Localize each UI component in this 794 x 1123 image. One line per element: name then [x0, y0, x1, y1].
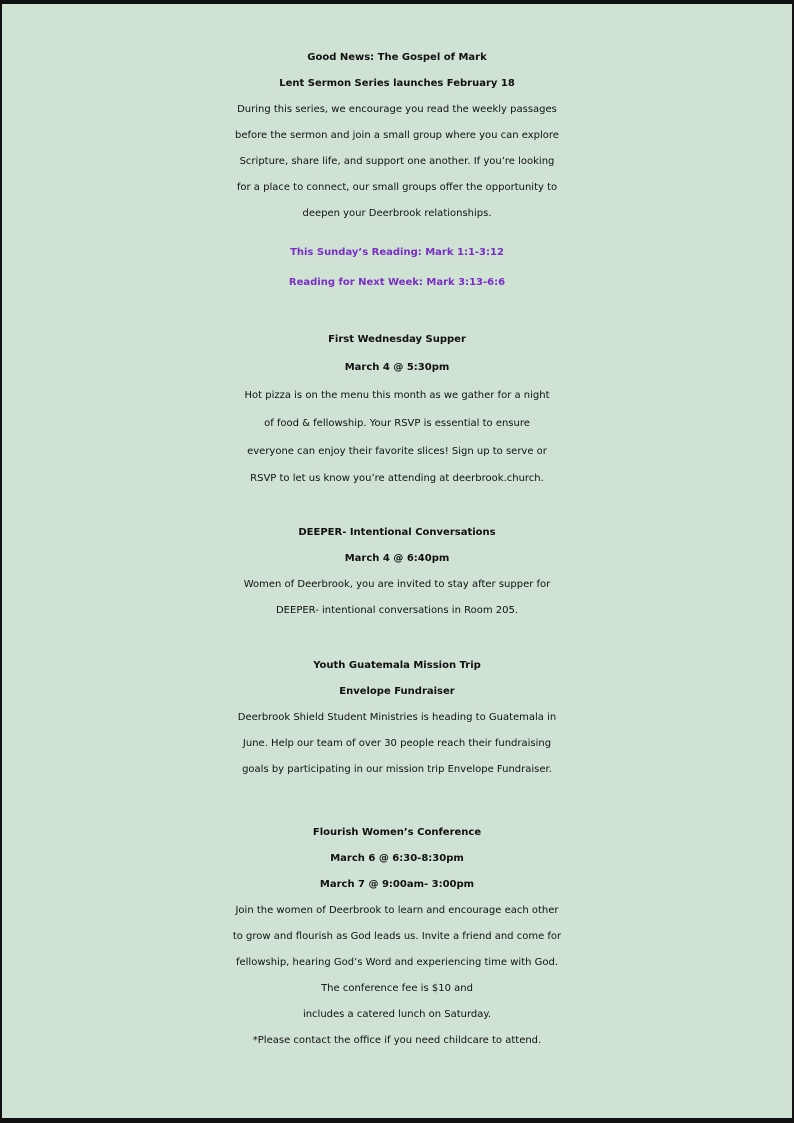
flourish-section [2, 820, 792, 1054]
deeper-body-line: Women of Deerbrook, you are invited to stay after supper for [243, 579, 551, 590]
wednesday-supper-body-line: everyone can enjoy their favorite slices! Sign up to serve or [247, 445, 547, 457]
flourish-body-line: The conference fee is $10 and [321, 983, 473, 994]
gospel-series-title: Good News: The Gospel of Mark [307, 52, 487, 63]
flourish-title: Flourish Women’s Conference [312, 827, 482, 838]
gospel-series-body-line: before the sermon and join a small group where you can explore [235, 130, 559, 141]
gospel-series-body-line: for a place to connect, our small groups offer the opportunity to [236, 182, 558, 193]
flourish-childcare-note: *Please contact the office if you need childcare to attend. [252, 1035, 542, 1046]
gospel-series-body-line: During this series, we encourage you read the weekly passages [237, 104, 557, 115]
wednesday-supper-body-line: RSVP to let us know you’re attending at deerbrook.church. [250, 473, 544, 485]
gospel-series-body-line: deepen your Deerbrook relationships. [302, 208, 492, 219]
wednesday-supper-section [2, 326, 792, 493]
flourish-body-line: Join the women of Deerbrook to learn and encourage each other [235, 905, 559, 916]
deeper-body-line: DEEPER- intentional conversations in Room 205. [275, 605, 519, 616]
deeper-section [2, 520, 792, 624]
wednesday-supper-title: First Wednesday Supper [328, 334, 466, 345]
youth-trip-section [2, 653, 792, 783]
flourish-body-line: fellowship, hearing God’s Word and experiencing time with God. [235, 957, 559, 968]
youth-trip-title: Youth Guatemala Mission Trip [313, 660, 481, 671]
this-sunday-reading: This Sunday’s Reading: Mark 1:1-3:12 [290, 247, 504, 258]
readings-section [2, 238, 792, 298]
flourish-body-line: includes a catered lunch on Saturday. [302, 1009, 492, 1020]
wednesday-supper-body-line: of food & fellowship. Your RSVP is essential to ensure [264, 417, 530, 429]
youth-trip-subtitle: Envelope Fundraiser [339, 686, 455, 697]
next-week-reading: Reading for Next Week: Mark 3:13-6:6 [288, 277, 506, 288]
gospel-series-subtitle: Lent Sermon Series launches February 18 [279, 78, 515, 89]
flourish-date-2: March 7 @ 9:00am- 3:00pm [319, 879, 475, 890]
gospel-series-section [2, 45, 792, 227]
youth-trip-body-line: June. Help our team of over 30 people reach their fundraising [242, 738, 552, 749]
wednesday-supper-date: March 4 @ 5:30pm [344, 362, 450, 373]
flourish-body-line: to grow and flourish as God leads us. Invite a friend and come for [232, 931, 562, 942]
deeper-date: March 4 @ 6:40pm [344, 553, 450, 564]
youth-trip-body-line: goals by participating in our mission trip Envelope Fundraiser. [242, 764, 552, 775]
flourish-date-1: March 6 @ 6:30-8:30pm [330, 853, 464, 864]
deeper-title: DEEPER- Intentional Conversations [298, 527, 496, 538]
gospel-series-body-line: Scripture, share life, and support one another. If you’re looking [239, 156, 555, 167]
youth-trip-body-line: Deerbrook Shield Student Ministries is heading to Guatemala in [237, 712, 557, 723]
wednesday-supper-body-line: Hot pizza is on the menu this month as we gather for a night [244, 390, 550, 401]
